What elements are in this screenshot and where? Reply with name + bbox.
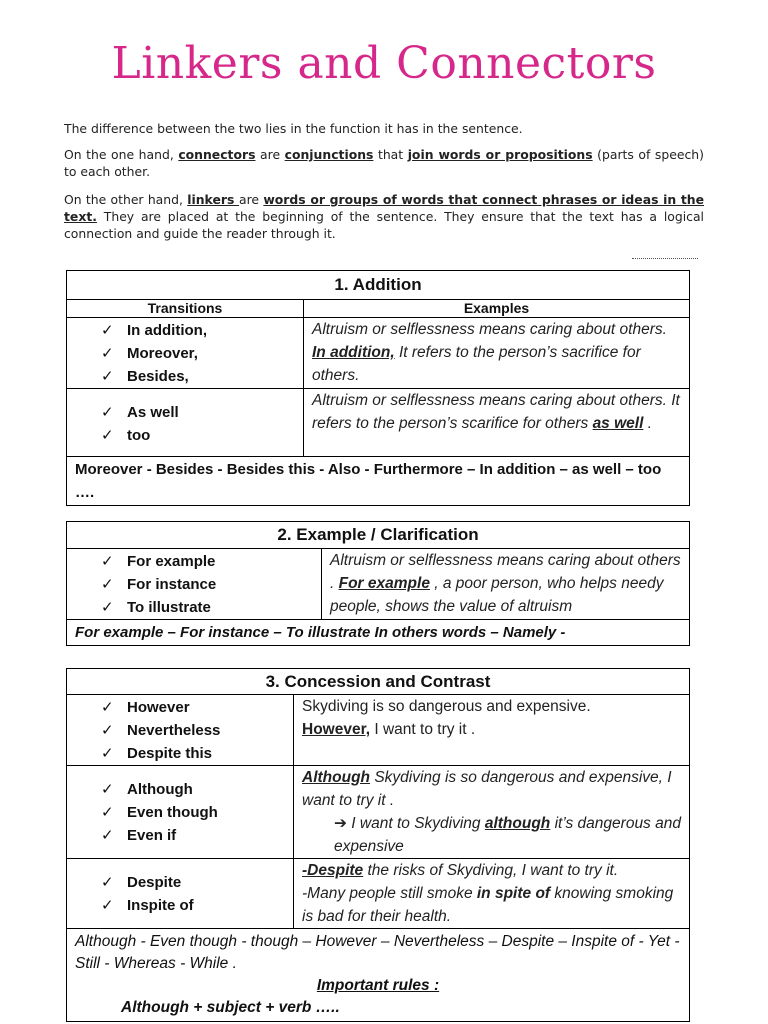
term-linkers-definition: words or groups of words that connect phrases or ideas in the text. (64, 192, 704, 224)
intro-paragraph-2 (64, 146, 704, 180)
contrast-table (66, 668, 690, 1022)
highlight: as well (592, 415, 644, 432)
contrast-example-1 (294, 695, 690, 766)
scan-mark (632, 258, 698, 265)
text-run: I want to try it . (370, 721, 476, 738)
text-run: , a poor person, who helps needy people, shows the value of altruism (330, 575, 664, 615)
page-title: Linkers and Connectors (111, 38, 657, 89)
arrow-icon: ➔ (334, 815, 347, 832)
transition-item: ✓ As well (101, 401, 303, 424)
contrast-example-3 (294, 859, 690, 929)
text-run: Altruism or selflessness means caring about others. It refers to the person’s scarifice for others (312, 392, 680, 432)
text-run: knowing smoking is bad for their health. (302, 885, 674, 925)
rules-title: Important rules : (316, 977, 440, 994)
col-header-examples: Examples (304, 300, 690, 318)
transition-item: ✓ Although (101, 778, 293, 801)
text-run: I want to Skydiving (347, 815, 485, 832)
highlight: -Despite (302, 862, 364, 879)
text-run: are (239, 192, 264, 207)
col-header-transitions: Transitions (67, 300, 304, 318)
text-run: Skydiving is so dangerous and expensive. (302, 698, 591, 715)
highlight: In addition, (312, 344, 395, 361)
example-table (66, 521, 690, 646)
transition-item: ✓ However (101, 696, 293, 719)
text-run: It refers to the person’s sacrifice for others. (312, 344, 641, 384)
transition-item: ✓ In addition, (101, 319, 303, 342)
transition-item: ✓ Inspite of (101, 894, 293, 917)
addition-example-2 (304, 389, 690, 457)
addition-transitions-1 (67, 318, 304, 389)
text-run: . (643, 415, 653, 432)
example-summary: For example – For instance – To illustrate In others words – Namely - (67, 620, 690, 646)
summary-text: Although - Even though - though – However – Nevertheless – Despite – Inspite of - Yet - Still - Whereas - While . (75, 933, 680, 972)
transition-item: ✓ For instance (101, 573, 321, 596)
addition-example-1 (304, 318, 690, 389)
highlight: although (484, 815, 551, 832)
transition-item: ✓ Despite (101, 871, 293, 894)
intro-paragraph-1: The difference between the two lies in the function it has in the sentence. (64, 121, 523, 136)
example-transitions (67, 549, 322, 620)
text-run: it’s dangerous and expensive (334, 815, 681, 855)
contrast-transitions-2 (67, 766, 294, 859)
contrast-transitions-1 (67, 695, 294, 766)
transition-item: ✓ Besides, (101, 365, 303, 388)
text-run: that (373, 147, 408, 162)
contrast-transitions-3 (67, 859, 294, 929)
text-run: -Many people still smoke (302, 885, 477, 902)
intro-section (64, 120, 704, 137)
term-join-words: join words or propositions (407, 147, 593, 162)
text-run: On the one hand, (64, 147, 179, 162)
transition-item: ✓ Nevertheless (101, 719, 293, 742)
transition-item: ✓ Even if (101, 824, 293, 847)
text-run: are (255, 147, 285, 162)
contrast-example-2 (294, 766, 690, 859)
highlight: However, (302, 721, 371, 738)
text-run: Altruism or selflessness means caring about others . (330, 552, 681, 592)
addition-title: 1. Addition (67, 271, 690, 300)
intro-paragraph-3 (64, 191, 704, 242)
transition-item: ✓ too (101, 424, 303, 447)
term-linkers: linkers (187, 192, 239, 207)
highlight: For example (338, 575, 430, 592)
highlight: in spite of (476, 885, 551, 902)
text-run: the risks of Skydiving, I want to try it. (363, 862, 619, 879)
text-run: On the other hand, (64, 192, 188, 207)
rule-item: Although + subject + verb ….. (121, 999, 340, 1016)
text-run: Altruism or selflessness means caring about others. (312, 321, 667, 338)
transition-item: ✓ For example (101, 550, 321, 573)
transition-item: ✓ Despite this (101, 742, 293, 765)
transition-item: ✓ Even though (101, 801, 293, 824)
term-conjunctions: conjunctions (284, 147, 374, 162)
example-title: 2. Example / Clarification (67, 522, 690, 549)
transition-item: ✓ Moreover, (101, 342, 303, 365)
example-sentence (322, 549, 690, 620)
text-run: They are placed at the beginning of the sentence. They ensure that the text has a logical connection and guide the reader through it. (64, 209, 704, 241)
term-connectors: connectors (178, 147, 256, 162)
addition-summary: Moreover - Besides - Besides this - Also - Furthermore – In addition – as well – too …. (67, 457, 690, 506)
transition-item: ✓ To illustrate (101, 596, 321, 619)
contrast-summary (67, 929, 690, 1022)
text-run: (parts of speech) to each other. (64, 147, 704, 179)
addition-table (66, 270, 690, 506)
contrast-title: 3. Concession and Contrast (67, 669, 690, 695)
addition-transitions-2 (67, 389, 304, 457)
text-run: Skydiving is so dangerous and expensive, I want to try it . (302, 769, 672, 809)
highlight: Although (302, 769, 371, 786)
